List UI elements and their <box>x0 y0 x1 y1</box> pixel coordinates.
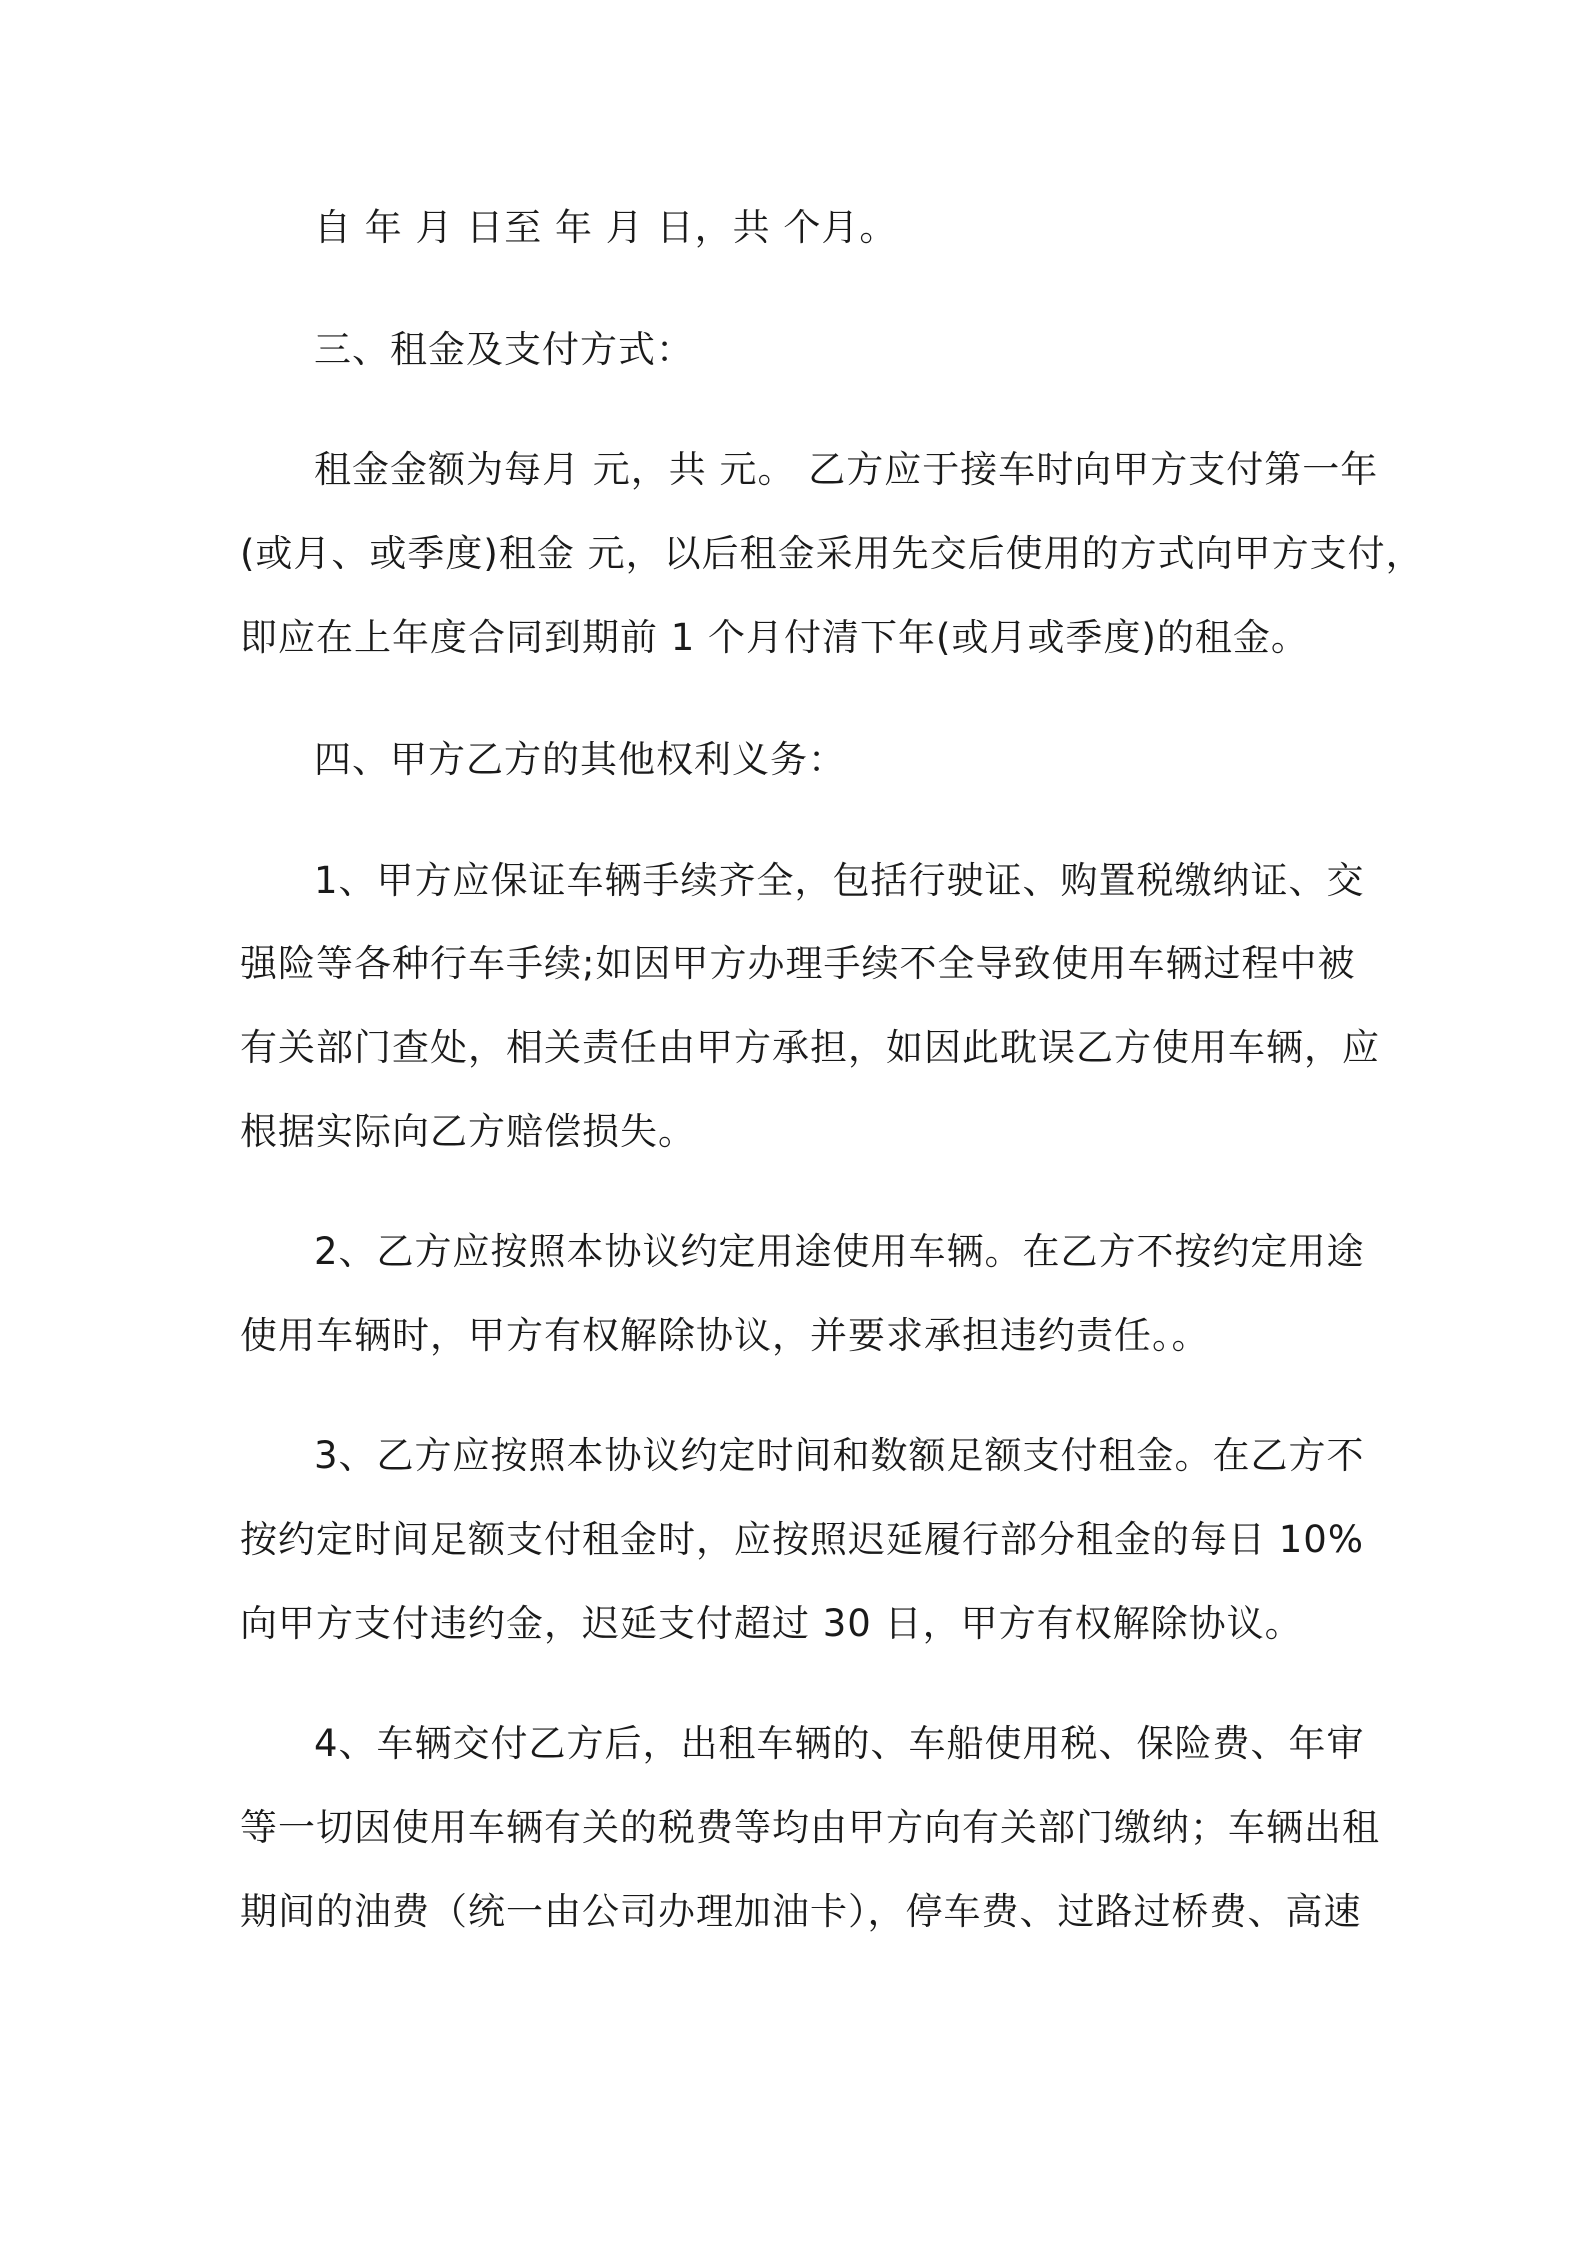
text-line: 使用车辆时，甲方有权解除协议，并要求承担违约责任。。 <box>240 1314 1210 1357</box>
text-line: 按约定时间足额支付租金时，应按照迟延履行部分租金的每日 10% <box>240 1518 1364 1561</box>
text-line: 强险等各种行车手续;如因甲方办理手续不全导致使用车辆过程中被 <box>240 942 1356 985</box>
text-line: 租金金额为每月 元，共 元。 乙方应于接车时向甲方支付第一年 <box>314 448 1379 491</box>
section-heading-obligations: 四、甲方乙方的其他权利义务： <box>314 738 846 781</box>
text-line: 向甲方支付违约金，迟延支付超过 30 日，甲方有权解除协议。 <box>240 1602 1303 1645</box>
text-line: 2、乙方应按照本协议约定用途使用车辆。在乙方不按约定用途 <box>314 1230 1365 1273</box>
text-line: 根据实际向乙方赔偿损失。 <box>240 1110 696 1153</box>
section-heading-rent: 三、租金及支付方式： <box>314 328 694 371</box>
text-line: 等一切因使用车辆有关的税费等均由甲方向有关部门缴纳；车辆出租 <box>240 1806 1380 1849</box>
text-line: (或月、或季度)租金 元，以后租金采用先交后使用的方式向甲方支付， <box>240 532 1424 575</box>
text-line: 有关部门查处，相关责任由甲方承担，如因此耽误乙方使用车辆，应 <box>240 1026 1380 1069</box>
text-line: 期间的油费（统一由公司办理加油卡），停车费、过路过桥费、高速 <box>240 1890 1362 1933</box>
text-line-term: 自 年 月 日至 年 月 日，共 个月。 <box>314 206 898 249</box>
text-line: 4、车辆交付乙方后，出租车辆的、车船使用税、保险费、年审 <box>314 1722 1365 1765</box>
text-line: 1、甲方应保证车辆手续齐全，包括行驶证、购置税缴纳证、交 <box>314 859 1365 902</box>
text-line: 即应在上年度合同到期前 1 个月付清下年(或月或季度)的租金。 <box>240 616 1309 659</box>
text-line: 3、乙方应按照本协议约定时间和数额足额支付租金。在乙方不 <box>314 1434 1365 1477</box>
